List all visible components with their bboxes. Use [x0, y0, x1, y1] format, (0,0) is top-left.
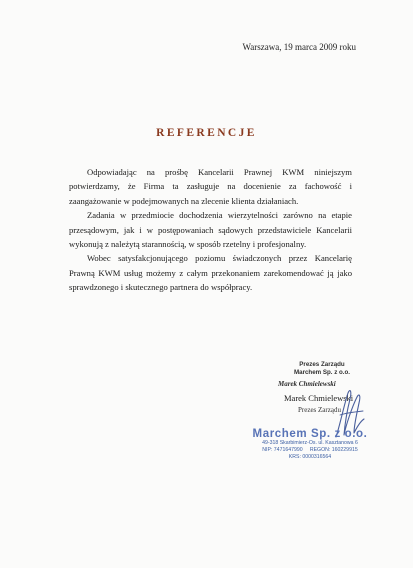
name-stamp: Marek Chmielewski	[278, 380, 336, 388]
signatory-name: Marek Chmielewski	[284, 393, 354, 403]
company-name: Marchem Sp. z o.o.	[252, 428, 368, 440]
company-address: 49-318 Skarbimierz-Os. ul. Kasztanowa 6	[262, 440, 358, 446]
body-paragraph-3: Wobec satysfakcjonującego poziomu świadczonych przez Kancelarię Prawną KWM usług możemy z całym przekonaniem zarekomendować ją jako sprawdzonego i skutecznego partnera do współpracy.	[69, 253, 352, 293]
company-nip-regon: NIP: 7471647990 REGON: 160229915	[262, 447, 358, 453]
letter-body	[69, 165, 352, 295]
body-paragraph-1: Odpowiadając na prośbę Kancelarii Prawnej KWM niniejszym potwierdzamy, że Firma ta zasługuje na docenienie za fachowość i zaangażowanie w podejmowanych na zlecenie klienta działaniach.	[69, 167, 352, 206]
body-paragraph-2: Zadania w przedmiocie dochodzenia wierzytelności zarówno na etapie przesądowym, jak i w postępowaniach sądowych przedstawiciele Kancelarii wykonują z należytą starannością, w sposób rzetelny i profesjonalny.	[69, 210, 352, 250]
position-stamp	[282, 361, 362, 376]
document-title: REFERENCJE	[156, 127, 257, 139]
company-stamp	[240, 428, 380, 461]
company-krs: KRS: 0000316564	[288, 454, 332, 460]
stamp-line-2: Marchem Sp. z o.o.	[293, 368, 351, 376]
stamp-line-1: Prezes Zarządu	[299, 361, 345, 368]
signatory-role: Prezes Zarządu	[298, 406, 341, 414]
place-date: Warszawa, 19 marca 2009 roku	[242, 42, 356, 52]
